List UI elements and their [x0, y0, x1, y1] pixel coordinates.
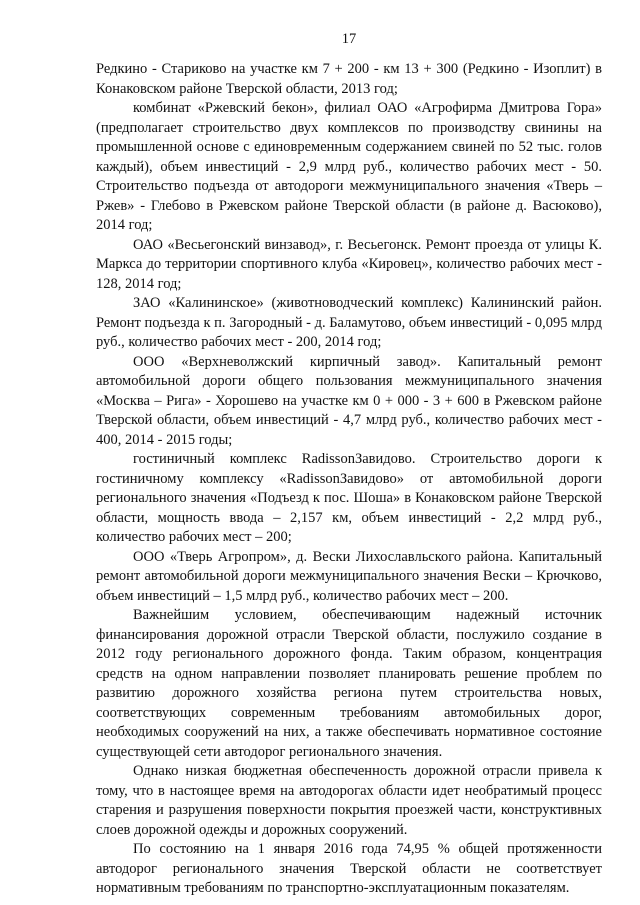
paragraph-5: ООО «Верхневолжский кирпичный завод». Капитальный ремонт автомобильной дороги общего пользования межмуниципального значения «Москва – Рига» - Хорошево на участке км 0 + 000 - 3 + 600 в Ржевском районе Тверской области, объем инвестиций - 4,7 млрд руб., количество рабочих мест - 400, 2014 - 2015 годы; — [96, 353, 602, 448]
paragraph-3: ОАО «Весьегонский винзавод», г. Весьегонск. Ремонт проезда от улицы К. Маркса до территории спортивного клуба «Кировец», количество рабочих мест - 128, 2014 год; — [96, 236, 602, 292]
paragraph-6: гостиничный комплекс RadissonЗавидово. Строительство дороги к гостиничному комплексу «RadissonЗавидово» от автомобильной дороги регионального значения «Подъезд к пос. Шоша» в Конаковском районе Тверской области, мощность ввода – 2,157 км, объем инвестиций - 2,2 млрд руб., количество рабочих мест – 200; — [96, 451, 602, 545]
paragraph-4: ЗАО «Калининское» (животноводческий комплекс) Калининский район. Ремонт подъезда к п. Загородный - д. Баламутово, объем инвестиций - 0,095 млрд руб., количество рабочих мест - 200, 2014 год; — [96, 295, 602, 350]
paragraph-7: ООО «Тверь Агропром», д. Вески Лихославльского района. Капитальный ремонт автомобильной дороги межмуниципального значения Вески – Крючково, объем инвестиций – 1,5 млрд руб., количество рабочих мест – 200. — [96, 548, 602, 604]
page-number: 17 — [341, 31, 357, 47]
paragraph-8: Важнейшим условием, обеспечивающим надежный источник финансирования дорожной отрасли Тверской области, послужило создание в 2012 году регионального дорожного фонда. Таким образом, концентрация средств на одном направлении позволяет планировать решение проблем по развитию дорожного хозяйства региона путем строительства новых, соответствующих современным требованиям автомобильных дорог, необходимых сооружений на них, а также обеспечивать нормативное состояние существующей сети автодорог регионального значения. — [96, 607, 602, 760]
paragraph-10: По состоянию на 1 января 2016 года 74,95 % общей протяженности автодорог регионального значения Тверской области не соответствует нормативным требованиям по транспортно-эксплуатационным показателям. — [96, 841, 602, 896]
paragraph-2: комбинат «Ржевский бекон», филиал ОАО «Агрофирма Дмитрова Гора» (предполагает строительство двух комплексов по производству свинины на промышленной основе с единовременным содержанием свиней по 52 тыс. голов каждый), объем инвестиций - 2,9 млрд руб., количество рабочих мест - 50. Строительство подъезда от автодороги межмуниципального значения «Тверь – Ржев» - Глебово в Ржевском районе Тверской области (в районе д. Васюково), 2014 год; — [96, 100, 602, 233]
document-page — [96, 28, 602, 899]
paragraph-9: Однако низкая бюджетная обеспеченность дорожной отрасли привела к тому, что в настоящее время на автодорогах области идет необратимый процесс старения и разрушения поверхности покрытия проезжей части, конструктивных слоев дорожной одежды и дорожных сооружений. — [96, 763, 602, 838]
paragraph-1: Редкино - Стариково на участке км 7 + 200 - км 13 + 300 (Редкино - Изоплит) в Конаковском районе Тверской области, 2013 год; — [96, 61, 602, 97]
